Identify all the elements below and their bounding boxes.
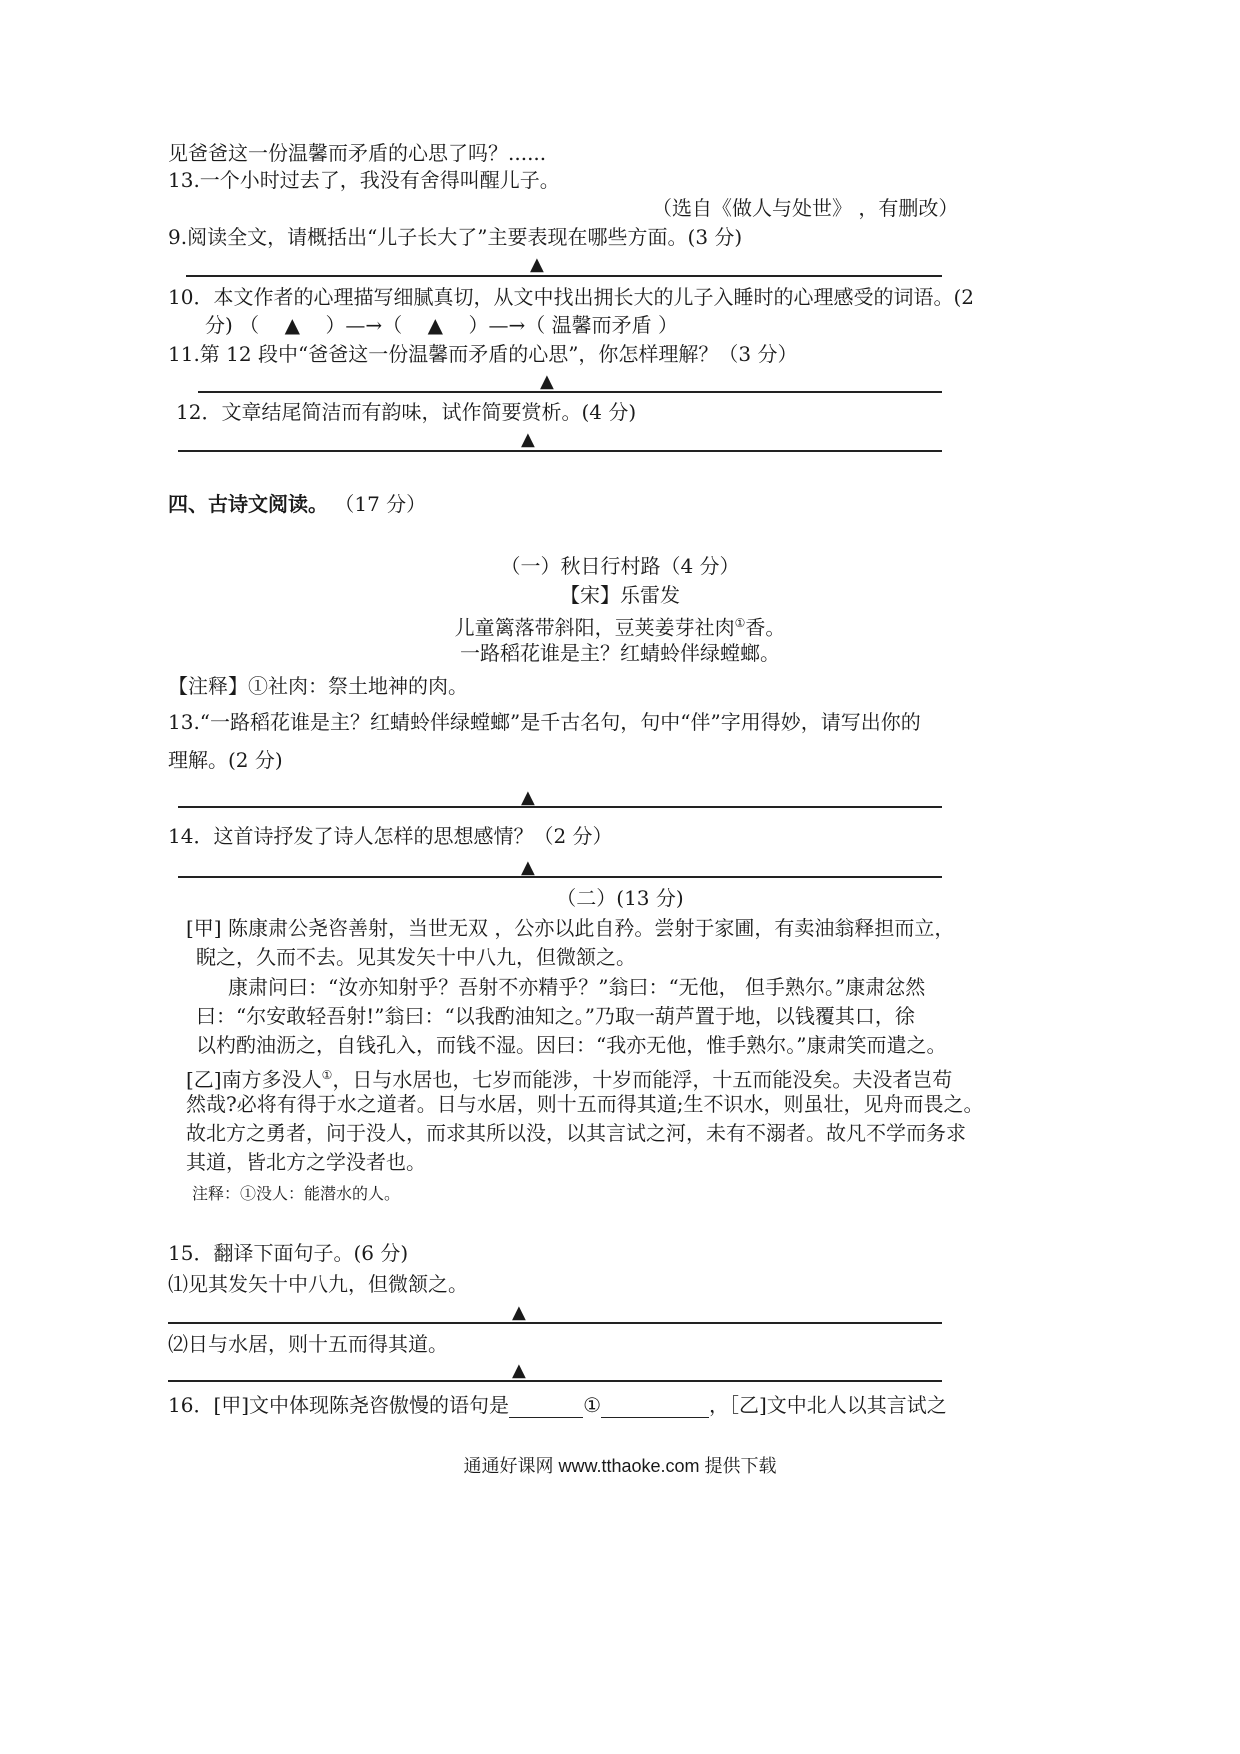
answer-marker: ▲ — [284, 313, 300, 337]
answer-line — [186, 275, 942, 277]
question-10-line2: 分) （ ▲ ）—→（ ▲ ）—→（ 温馨而矛盾 ） — [205, 313, 678, 337]
question-14: 14．这首诗抒发了诗人怎样的思想感情？（2 分） — [168, 824, 613, 848]
question-15: 15．翻译下面句子。(6 分) — [168, 1241, 409, 1265]
passage-yi: [乙]南方多没人①，日与水居也，七岁而能涉，十岁而能浮，十五而能没矣。夫没者岂苟 — [186, 1067, 953, 1092]
passage-note: 注释：①没人：能潜水的人。 — [192, 1184, 401, 1203]
question-16: 16．[甲]文中体现陈尧咨傲慢的语句是 ① ，［乙]文中北人以其言试之 — [168, 1393, 947, 1417]
source-citation: （选自《做人与处世》 ，有删改） — [652, 196, 959, 220]
passage-yi: 其道，皆北方之学没者也。 — [186, 1150, 426, 1174]
answer-line — [168, 1322, 942, 1324]
poem-author: 【宋】乐雷发 — [560, 583, 680, 607]
section-heading: 四、古诗文阅读。 （17 分） — [168, 492, 427, 516]
passage-jia: 以杓酌油沥之，自钱孔入，而钱不湿。因曰：“我亦无他，惟手熟尔。”康肃笑而遣之。 — [196, 1033, 947, 1057]
answer-marker: ▲ — [512, 1302, 526, 1323]
answer-marker: ▲ — [521, 787, 535, 808]
question-13: 13.“一路稻花谁是主？红蜻蛉伴绿螳螂”是千古名句，句中“伴”字用得妙，请写出你的 — [168, 710, 921, 734]
poem-line-2: 一路稻花谁是主？红蜻蛉伴绿螳螂。 — [460, 641, 780, 665]
question-11: 11.第 12 段中“爸爸这一份温馨而矛盾的心思”，你怎样理解？（3 分） — [168, 342, 798, 366]
poem-line-1: 儿童篱落带斜阳，豆荚姜芽社肉①香。 — [454, 615, 786, 640]
answer-marker: ▲ — [521, 857, 535, 878]
question-13-line2: 理解。(2 分) — [168, 748, 283, 772]
translate-sentence-1: ⑴见其发矢十中八九，但微颔之。 — [168, 1272, 468, 1296]
poem-title: （一）秋日行村路（4 分） — [500, 554, 740, 578]
question-10: 10．本文作者的心理描写细腻真切，从文中找出拥长大的儿子入睡时的心理感受的词语。(2 — [168, 285, 974, 309]
answer-line — [168, 1380, 942, 1382]
answer-marker: ▲ — [540, 371, 554, 392]
passage-jia: 睨之，久而不去。见其发矢十中八九，但微颔之。 — [196, 945, 636, 969]
answer-marker: ▲ — [530, 254, 544, 275]
answer-line — [198, 391, 942, 393]
answer-line — [178, 450, 942, 452]
answer-marker: ▲ — [521, 429, 535, 450]
passage-yi: 然哉?必将有得于水之道者。日与水居，则十五而得其道;生不识水，则虽壮，见舟而畏之。 — [186, 1092, 984, 1116]
passage-jia: 曰：“尔安敢轻吾射!”翁曰：“以我酌油知之。”乃取一葫芦置于地，以钱覆其口，徐 — [196, 1004, 915, 1028]
translate-sentence-2: ⑵日与水居，则十五而得其道。 — [168, 1332, 448, 1356]
question-9: 9.阅读全文，请概括出“儿子长大了”主要表现在哪些方面。(3 分) — [168, 225, 743, 249]
question-12: 12．文章结尾简洁而有韵味，试作简要赏析。(4 分) — [176, 400, 637, 424]
poem-note: 【注释】①社肉：祭土地神的肉。 — [168, 674, 468, 698]
answer-marker: ▲ — [512, 1360, 526, 1381]
fill-blank — [601, 1397, 709, 1418]
answer-line — [178, 806, 942, 808]
answer-marker: ▲ — [427, 313, 444, 337]
answer-line — [178, 876, 942, 878]
part-2-title: （二）(13 分) — [556, 886, 684, 910]
text-line: 13.一个小时过去了，我没有舍得叫醒儿子。 — [168, 168, 560, 192]
page-footer: 通通好课网 www.tthaoke.com 提供下载 — [463, 1456, 777, 1476]
passage-yi: 故北方之勇者，问于没人，而求其所以没，以其言试之河，未有不溺者。故凡不学而务求 — [186, 1121, 966, 1145]
passage-jia: 康肃问曰：“汝亦知射乎？吾射不亦精乎？”翁曰：“无他， 但手熟尔。”康肃忿然 — [228, 975, 926, 999]
passage-jia: [甲] 陈康肃公尧咨善射，当世无双 ，公亦以此自矜。尝射于家圃，有卖油翁释担而立， — [186, 916, 955, 940]
text-line: 见爸爸这一份温馨而矛盾的心思了吗？...... — [168, 141, 547, 165]
fill-blank — [509, 1397, 583, 1418]
